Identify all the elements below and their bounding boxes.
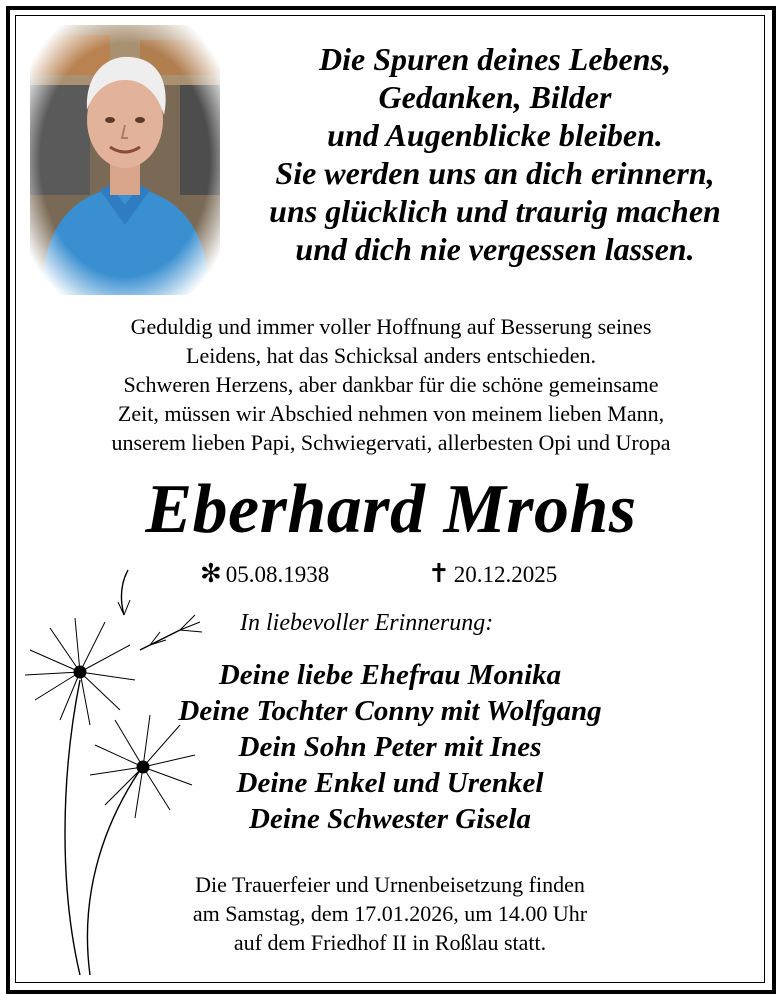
funeral-line: auf dem Friedhof II in Roßlau statt. [233,930,547,955]
intro-line: Zeit, müssen wir Abschied nehmen von meinem lieben Mann, [117,401,665,426]
memory-heading: In liebevoller Erinnerung: [240,610,494,636]
family-line: Deine liebe Ehefrau Monika [218,659,562,691]
deceased-name: Eberhard Mrohs [145,471,637,548]
funeral-info [100,870,680,957]
family-list [120,657,660,837]
family-line: Deine Enkel und Urenkel [236,767,544,799]
poem-line: und dich nie vergessen lassen. [295,231,695,267]
funeral-line: am Samstag, dem 17.01.2026, um 14.00 Uhr [192,901,588,926]
intro-line: Leidens, hat das Schicksal anders entschieden. [186,343,596,368]
death-date: 20.12.2025 [453,562,558,587]
poem-line: uns glücklich und traurig machen [269,193,721,229]
birth-date: 05.08.1938 [225,562,330,587]
poem [235,40,755,268]
portrait-photo [30,25,220,295]
poem-line: und Augenblicke bleiben. [327,117,663,153]
family-line: Deine Schwester Gisela [249,803,531,835]
asterisk-birth-icon: ✻ [200,559,222,588]
intro-line: Schweren Herzens, aber dankbar für die schöne gemeinsame [123,372,659,397]
portrait-illustration [30,25,220,295]
funeral-line: Die Trauerfeier und Urnenbeisetzung finden [195,872,585,897]
poem-line: Sie werden uns an dich erinnern, [275,155,715,191]
intro-text [20,312,762,457]
dandelion-seeds [118,600,202,645]
poem-line: Gedanken, Bilder [378,79,612,115]
family-line: Dein Sohn Peter mit Ines [238,731,542,763]
cross-death-icon: ✝ [428,559,450,588]
death-date-line [428,560,557,589]
family-line: Deine Tochter Conny mit Wolfgang [178,695,602,727]
intro-line: unserem lieben Papi, Schwiegervati, allerbesten Opi und Uropa [111,430,671,455]
poem-line: Die Spuren deines Lebens, [319,41,671,77]
dandelion-head-1 [25,618,135,725]
intro-line: Geduldig und immer voller Hoffnung auf Besserung seines [130,314,652,339]
